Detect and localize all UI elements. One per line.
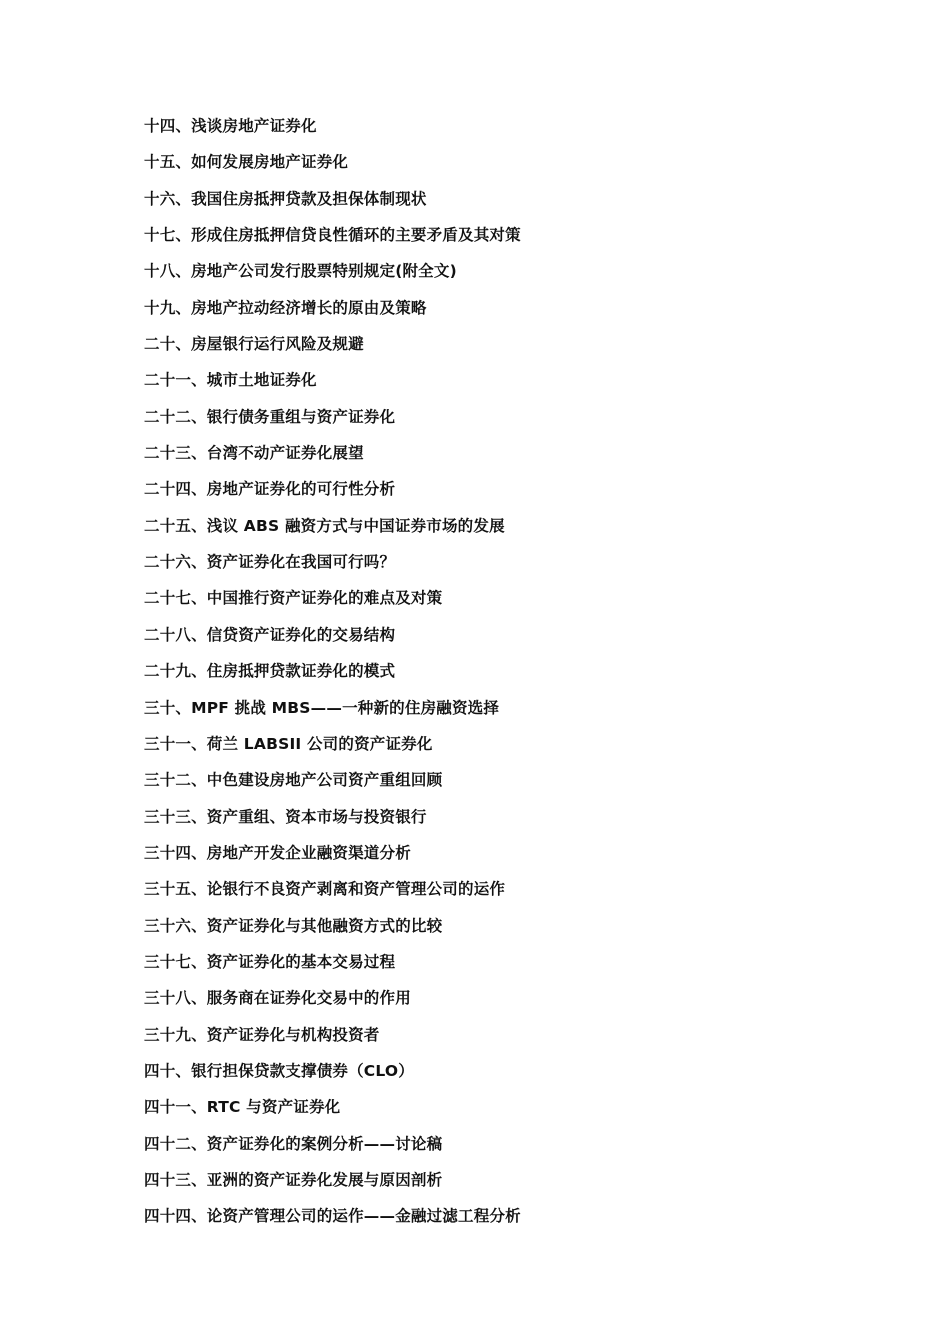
toc-item-39: 三十九、资产证券化与机构投资者 [144, 1025, 380, 1044]
toc-item-29: 二十九、住房抵押贷款证券化的模式 [144, 662, 396, 681]
toc-item-40: 四十、银行担保贷款支撑债券（CLO） [144, 1061, 414, 1080]
toc-item-32: 三十二、中色建设房地产公司资产重组回顾 [144, 771, 443, 790]
toc-item-43: 四十三、亚洲的资产证券化发展与原因剖析 [144, 1170, 443, 1189]
toc-item-20: 二十、房屋银行运行风险及规避 [144, 335, 364, 354]
toc-item-28: 二十八、信贷资产证券化的交易结构 [144, 625, 396, 644]
toc-item-18: 十八、房地产公司发行股票特别规定(附全文) [144, 262, 457, 281]
toc-item-19: 十九、房地产拉动经济增长的原由及策略 [144, 298, 427, 317]
toc-item-42: 四十二、资产证券化的案例分析——讨论稿 [144, 1134, 443, 1153]
toc-item-41: 四十一、RTC 与资产证券化 [144, 1098, 341, 1117]
toc-item-35: 三十五、论银行不良资产剥离和资产管理公司的运作 [144, 880, 506, 899]
toc-item-25: 二十五、浅议 ABS 融资方式与中国证券市场的发展 [144, 516, 505, 535]
toc-item-44: 四十四、论资产管理公司的运作——金融过滤工程分析 [144, 1207, 521, 1226]
toc-item-21: 二十一、城市土地证券化 [144, 371, 317, 390]
toc-item-14: 十四、浅谈房地产证券化 [144, 117, 317, 135]
toc-item-36: 三十六、资产证券化与其他融资方式的比较 [144, 916, 443, 935]
toc-item-15: 十五、如何发展房地产证券化 [144, 153, 349, 172]
toc-item-31: 三十一、荷兰 LABSII 公司的资产证券化 [144, 734, 433, 753]
toc-item-37: 三十七、资产证券化的基本交易过程 [144, 952, 396, 971]
toc-item-26: 二十六、资产证券化在我国可行吗？ [144, 553, 396, 572]
toc-item-22: 二十二、银行债务重组与资产证券化 [144, 407, 396, 426]
toc-item-30: 三十、MPF 挑战 MBS——一种新的住房融资选择 [144, 698, 500, 717]
toc-item-16: 十六、我国住房抵押贷款及担保体制现状 [144, 189, 427, 208]
table-of-contents [144, 112, 521, 1239]
toc-item-34: 三十四、房地产开发企业融资渠道分析 [144, 843, 411, 862]
toc-item-27: 二十七、中国推行资产证券化的难点及对策 [144, 589, 443, 608]
toc-item-24: 二十四、房地产证券化的可行性分析 [144, 480, 396, 499]
toc-item-33: 三十三、资产重组、资本市场与投资银行 [144, 807, 427, 826]
toc-item-17: 十七、形成住房抵押信贷良性循环的主要矛盾及其对策 [144, 226, 521, 245]
toc-item-38: 三十八、服务商在证券化交易中的作用 [144, 989, 411, 1008]
toc-item-23: 二十三、台湾不动产证券化展望 [144, 444, 364, 463]
